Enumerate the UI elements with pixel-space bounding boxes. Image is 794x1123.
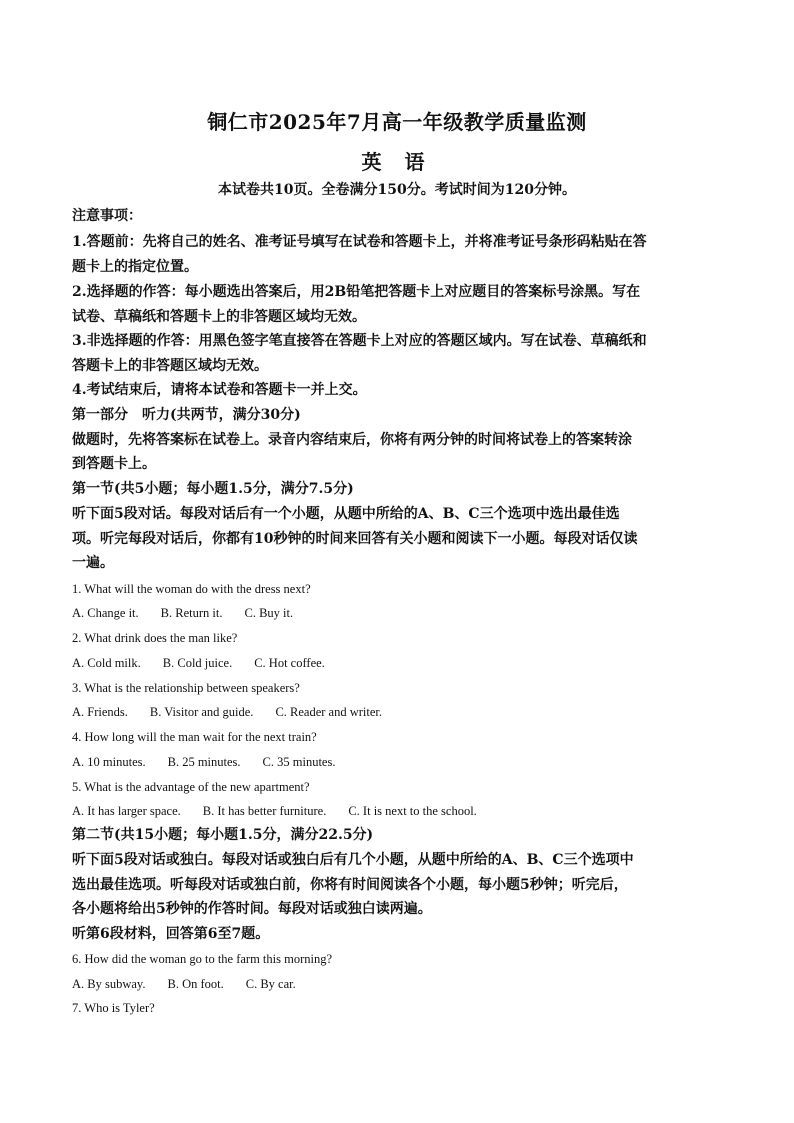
- option-c: C. Hot coffee.: [254, 656, 325, 670]
- question-1-options: [72, 604, 732, 622]
- option-a: A. Cold milk.: [72, 656, 141, 670]
- option-c: C. 35 minutes.: [262, 755, 336, 769]
- option-a: A. Change it.: [72, 606, 139, 620]
- option-b: B. 25 minutes.: [167, 755, 241, 769]
- option-a: A. 10 minutes.: [72, 755, 146, 769]
- option-a: A. It has larger space.: [72, 804, 181, 818]
- option-c: C. It is next to the school.: [348, 804, 477, 818]
- section2-heading: 第二节(共15小题；每小题1.5分，满分22.5分): [72, 827, 374, 843]
- section1-instructions-line-3: 一遍。: [72, 555, 114, 571]
- option-c: C. By car.: [245, 977, 296, 991]
- section2-instructions-line-2: 选出最佳选项。听每段对话或独白前，你将有时间阅读各个小题，每小题5秒钟；听完后，: [72, 877, 628, 893]
- part1-intro-line-1: 做题时，先将答案标在试卷上。录音内容结束后，你将有两分钟的时间将试卷上的答案转涂: [72, 432, 632, 448]
- option-b: B. Cold juice.: [162, 656, 233, 670]
- note-2-line-1: 2.选择题的作答：每小题选出答案后，用2B铅笔把答题卡上对应题目的答案标号涂黑。写在: [72, 284, 641, 300]
- note-2-line-2: 试卷、草稿纸和答题卡上的非答题区域均无效。: [72, 309, 366, 325]
- exam-info: 本试卷共10页。全卷满分150分。考试时间为120分钟。: [218, 182, 576, 198]
- question-5: 5. What is the advantage of the new apartment?: [72, 780, 310, 794]
- section2-instructions-line-1: 听下面5段对话或独白。每段对话或独白后有几个小题，从题中所给的A、B、C三个选项中: [72, 852, 634, 868]
- note-4: 4.考试结束后，请将本试卷和答题卡一并上交。: [72, 382, 367, 398]
- question-2-options: [72, 654, 732, 672]
- question-6-options: [72, 975, 732, 993]
- note-3-line-1: 3.非选择题的作答：用黑色签字笔直接答在答题卡上对应的答题区域内。写在试卷、草稿纸和: [72, 333, 647, 349]
- material-6-heading: 听第6段材料，回答第6至7题。: [72, 926, 270, 942]
- question-4-options: [72, 753, 732, 771]
- section1-instructions-line-2: 项。听完每段对话后，你都有10秒钟的时间来回答有关小题和阅读下一小题。每段对话仅读: [72, 531, 638, 547]
- option-b: B. On foot.: [167, 977, 224, 991]
- section1-heading: 第一节(共5小题；每小题1.5分，满分7.5分): [72, 481, 354, 497]
- note-3-line-2: 答题卡上的非答题区域均无效。: [72, 358, 268, 374]
- question-2: 2. What drink does the man like?: [72, 631, 238, 645]
- option-a: A. Friends.: [72, 705, 128, 719]
- option-a: A. By subway.: [72, 977, 146, 991]
- question-6: 6. How did the woman go to the farm this morning?: [72, 952, 333, 966]
- notes-heading: 注意事项：: [72, 208, 142, 224]
- question-5-options: [72, 802, 732, 820]
- question-4: 4. How long will the man wait for the next train?: [72, 730, 317, 744]
- option-b: B. Return it.: [160, 606, 223, 620]
- note-1-line-1: 1.答题前：先将自己的姓名、准考证号填写在试卷和答题卡上，并将准考证号条形码粘贴在答: [72, 234, 647, 250]
- part1-heading: 第一部分 听力(共两节，满分30分): [72, 407, 301, 423]
- exam-title: 铜仁市2025年7月高一年级教学质量监测: [207, 110, 587, 134]
- subject-title: 英 语: [361, 150, 433, 174]
- section2-instructions-line-3: 各小题将给出5秒钟的作答时间。每段对话或独白读两遍。: [72, 901, 432, 917]
- option-b: B. It has better furniture.: [202, 804, 327, 818]
- part1-intro-line-2: 到答题卡上。: [72, 456, 156, 472]
- question-3-options: [72, 703, 732, 721]
- question-3: 3. What is the relationship between speakers?: [72, 681, 300, 695]
- note-1-line-2: 题卡上的指定位置。: [72, 259, 198, 275]
- option-b: B. Visitor and guide.: [149, 705, 254, 719]
- question-7: 7. Who is Tyler?: [72, 1001, 155, 1015]
- option-c: C. Buy it.: [244, 606, 294, 620]
- section1-instructions-line-1: 听下面5段对话。每段对话后有一个小题，从题中所给的A、B、C三个选项中选出最佳选: [72, 506, 620, 522]
- question-1: 1. What will the woman do with the dress next?: [72, 582, 311, 596]
- option-c: C. Reader and writer.: [275, 705, 382, 719]
